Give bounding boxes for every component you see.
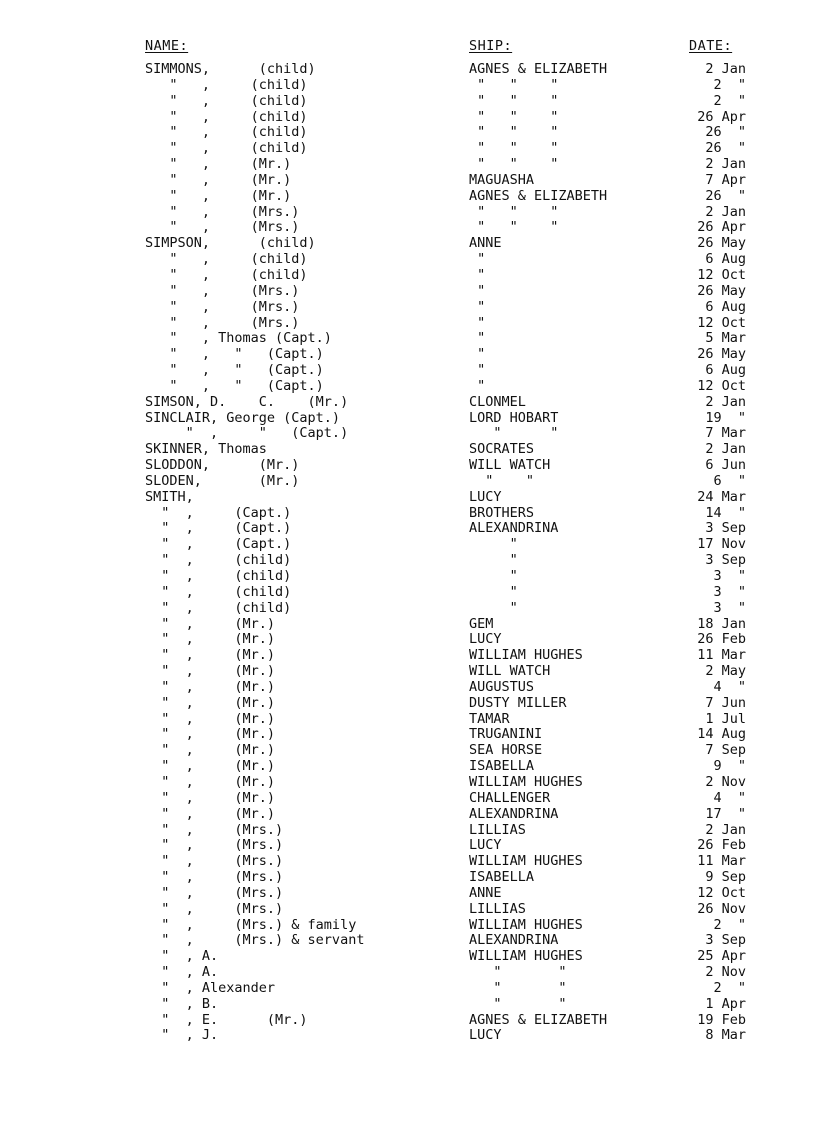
list-item xyxy=(0,125,816,141)
passenger-name: SIMPSON, (child) xyxy=(145,235,316,252)
list-item xyxy=(0,426,816,442)
ship-name: " " " xyxy=(469,203,559,220)
ship-name: " xyxy=(469,266,486,283)
passenger-name: SMITH, xyxy=(145,488,194,505)
ship-name: " xyxy=(469,298,486,315)
arrival-date: 2 Jan xyxy=(705,821,746,838)
passenger-name: " , (Mrs.) xyxy=(145,900,284,917)
list-item xyxy=(0,490,816,506)
ship-name: " xyxy=(469,599,518,616)
ship-name: WILL WATCH xyxy=(469,663,551,680)
passenger-name: " , (Mr.) xyxy=(145,663,276,680)
passenger-name: " , Thomas (Capt.) xyxy=(145,330,332,347)
arrival-date: 6 " xyxy=(713,472,746,489)
passenger-name: " , " (Capt.) xyxy=(145,425,349,442)
passenger-name: " , (Mrs.) xyxy=(145,314,300,331)
list-item xyxy=(0,997,816,1013)
passenger-name: " , (Mr.) xyxy=(145,805,276,822)
passenger-name: " , Alexander xyxy=(145,979,276,996)
passenger-name: SLODDON, (Mr.) xyxy=(145,457,300,474)
arrival-date: 26 May xyxy=(697,282,746,299)
ship-name: AUGUSTUS xyxy=(469,678,535,695)
ship-name: " " xyxy=(469,964,567,981)
arrival-date: 9 Sep xyxy=(705,869,746,886)
list-item xyxy=(0,110,816,126)
arrival-date: 2 Jan xyxy=(705,61,746,77)
ship-name: " " " xyxy=(469,124,559,141)
passenger-name: " , (Mr.) xyxy=(145,710,276,727)
arrival-date: 5 Mar xyxy=(705,330,746,347)
passenger-name: " , (Mr.) xyxy=(145,156,292,173)
ship-name: ALEXANDRINA xyxy=(469,805,559,822)
list-item xyxy=(0,506,816,522)
arrival-date: 19 Feb xyxy=(697,1011,746,1028)
ship-name: ANNE xyxy=(469,884,502,901)
passenger-list xyxy=(0,62,816,1044)
passenger-name: " , (child) xyxy=(145,92,308,109)
ship-name: " xyxy=(469,330,486,347)
list-item xyxy=(0,949,816,965)
ship-name: " xyxy=(469,251,486,268)
ship-name: AGNES & ELIZABETH xyxy=(469,1011,608,1028)
arrival-date: 12 Oct xyxy=(697,377,746,394)
list-item xyxy=(0,838,816,854)
arrival-date: 12 Oct xyxy=(697,266,746,283)
arrival-date: 2 Jan xyxy=(705,393,746,410)
ship-name: ALEXANDRINA xyxy=(469,520,559,537)
list-item xyxy=(0,759,816,775)
arrival-date: 24 Mar xyxy=(697,488,746,505)
list-item xyxy=(0,458,816,474)
list-item xyxy=(0,823,816,839)
arrival-date: 14 " xyxy=(705,504,746,521)
list-item xyxy=(0,379,816,395)
arrival-date: 6 Aug xyxy=(705,298,746,315)
ship-name: " " " xyxy=(469,156,559,173)
list-item xyxy=(0,569,816,585)
passenger-name: " , (Mr.) xyxy=(145,647,276,664)
list-item xyxy=(0,743,816,759)
arrival-date: 26 May xyxy=(697,235,746,252)
list-item xyxy=(0,141,816,157)
passenger-name: " , (Mrs.) xyxy=(145,869,284,886)
arrival-date: 18 Jan xyxy=(697,615,746,632)
ship-name: WILLIAM HUGHES xyxy=(469,948,583,965)
arrival-date: 26 Apr xyxy=(697,108,746,125)
arrival-date: 2 Jan xyxy=(705,203,746,220)
list-item xyxy=(0,664,816,680)
passenger-name: " , (Mrs.) & servant xyxy=(145,932,365,949)
ship-name: " " " xyxy=(469,140,559,157)
ship-name: LUCY xyxy=(469,488,502,505)
arrival-date: 7 Mar xyxy=(705,425,746,442)
list-item xyxy=(0,696,816,712)
passenger-name: " , (Mrs.) xyxy=(145,853,284,870)
date-column-header: DATE: xyxy=(689,38,733,54)
arrival-date: 11 Mar xyxy=(697,853,746,870)
passenger-name: " , (child) xyxy=(145,599,292,616)
arrival-date: 3 Sep xyxy=(705,552,746,569)
ship-name: " " " xyxy=(469,108,559,125)
list-item xyxy=(0,363,816,379)
list-item xyxy=(0,870,816,886)
passenger-name: " , (Mrs.) xyxy=(145,203,300,220)
ship-name: " " xyxy=(469,979,567,996)
list-item xyxy=(0,220,816,236)
list-item xyxy=(0,78,816,94)
passenger-name: " , (child) xyxy=(145,76,308,93)
ship-name: " xyxy=(469,282,486,299)
arrival-date: 19 " xyxy=(705,409,746,426)
name-column-header: NAME: xyxy=(145,38,189,54)
list-item xyxy=(0,965,816,981)
ship-name: ANNE xyxy=(469,235,502,252)
list-item xyxy=(0,918,816,934)
list-item xyxy=(0,632,816,648)
ship-name: ISABELLA xyxy=(469,869,535,886)
list-item xyxy=(0,807,816,823)
passenger-name: SKINNER, Thomas xyxy=(145,441,267,458)
passenger-name: " , (Mrs.) & family xyxy=(145,916,357,933)
arrival-date: 7 Apr xyxy=(705,171,746,188)
passenger-name: " , (Mrs.) xyxy=(145,837,284,854)
passenger-name: " , B. xyxy=(145,995,219,1012)
ship-name: LILLIAS xyxy=(469,821,526,838)
list-item xyxy=(0,316,816,332)
ship-name: " " xyxy=(469,995,567,1012)
passenger-name: " , (child) xyxy=(145,124,308,141)
list-item xyxy=(0,205,816,221)
ship-name: ISABELLA xyxy=(469,758,535,775)
passenger-name: " , A. xyxy=(145,964,219,981)
arrival-date: 26 " xyxy=(705,187,746,204)
arrival-date: 8 Mar xyxy=(705,1027,746,1044)
arrival-date: 2 Nov xyxy=(705,773,746,790)
ship-name: " " " xyxy=(469,92,559,109)
ship-name: TRUGANINI xyxy=(469,726,543,743)
arrival-date: 26 Apr xyxy=(697,219,746,236)
arrival-date: 17 " xyxy=(705,805,746,822)
ship-name: LILLIAS xyxy=(469,900,526,917)
ship-name: WILL WATCH xyxy=(469,457,551,474)
list-item xyxy=(0,331,816,347)
ship-name: SEA HORSE xyxy=(469,742,543,759)
list-item xyxy=(0,442,816,458)
list-item xyxy=(0,648,816,664)
passenger-name: " , (Mr.) xyxy=(145,678,276,695)
list-item xyxy=(0,553,816,569)
ship-name: " xyxy=(469,568,518,584)
passenger-name: " , (Mr.) xyxy=(145,773,276,790)
ship-name: LUCY xyxy=(469,1027,502,1044)
arrival-date: 26 " xyxy=(705,140,746,157)
list-item xyxy=(0,902,816,918)
list-item xyxy=(0,617,816,633)
passenger-name: " , (child) xyxy=(145,266,308,283)
list-item xyxy=(0,395,816,411)
ship-name: DUSTY MILLER xyxy=(469,694,567,711)
ship-name: " xyxy=(469,377,486,394)
arrival-date: 25 Apr xyxy=(697,948,746,965)
arrival-date: 26 Feb xyxy=(697,837,746,854)
arrival-date: 1 Apr xyxy=(705,995,746,1012)
list-item xyxy=(0,854,816,870)
passenger-name: " , (Mr.) xyxy=(145,726,276,743)
list-item xyxy=(0,1028,816,1044)
passenger-name: " , E. (Mr.) xyxy=(145,1011,308,1028)
ship-name: WILLIAM HUGHES xyxy=(469,853,583,870)
passenger-name: " , (child) xyxy=(145,251,308,268)
list-item xyxy=(0,236,816,252)
passenger-name: SIMSON, D. C. (Mr.) xyxy=(145,393,349,410)
list-item xyxy=(0,775,816,791)
ship-name: " " xyxy=(469,472,535,489)
list-item xyxy=(0,189,816,205)
arrival-date: 3 Sep xyxy=(705,932,746,949)
arrival-date: 6 Jun xyxy=(705,457,746,474)
passenger-name: " , J. xyxy=(145,1027,219,1044)
ship-name: " " xyxy=(469,425,559,442)
arrival-date: 3 " xyxy=(713,599,746,616)
passenger-name: " , (Mrs.) xyxy=(145,821,284,838)
arrival-date: 9 " xyxy=(713,758,746,775)
ship-name: AGNES & ELIZABETH xyxy=(469,187,608,204)
arrival-date: 6 Aug xyxy=(705,251,746,268)
list-item xyxy=(0,300,816,316)
arrival-date: 7 Sep xyxy=(705,742,746,759)
ship-name: LUCY xyxy=(469,631,502,648)
passenger-name: SIMMONS, (child) xyxy=(145,61,316,77)
arrival-date: 12 Oct xyxy=(697,314,746,331)
arrival-date: 14 Aug xyxy=(697,726,746,743)
arrival-date: 26 May xyxy=(697,346,746,363)
passenger-name: " , (Mr.) xyxy=(145,631,276,648)
passenger-name: " , " (Capt.) xyxy=(145,377,324,394)
ship-name: TAMAR xyxy=(469,710,510,727)
arrival-date: 7 Jun xyxy=(705,694,746,711)
ship-name: BROTHERS xyxy=(469,504,535,521)
arrival-date: 11 Mar xyxy=(697,647,746,664)
passenger-name: " , (Mr.) xyxy=(145,615,276,632)
passenger-name: " , (Capt.) xyxy=(145,520,292,537)
arrival-date: 3 " xyxy=(713,583,746,600)
ship-name: " xyxy=(469,346,486,363)
ship-name: CLONMEL xyxy=(469,393,526,410)
ship-name: CHALLENGER xyxy=(469,789,551,806)
passenger-name: " , (Capt.) xyxy=(145,504,292,521)
arrival-date: 4 " xyxy=(713,678,746,695)
arrival-date: 6 Aug xyxy=(705,362,746,379)
ship-column-header: SHIP: xyxy=(469,38,513,54)
arrival-date: 17 Nov xyxy=(697,536,746,553)
ship-name: SOCRATES xyxy=(469,441,535,458)
ship-name: " " " xyxy=(469,76,559,93)
list-item xyxy=(0,268,816,284)
ship-name: " " " xyxy=(469,219,559,236)
arrival-date: 26 Nov xyxy=(697,900,746,917)
passenger-name: " , (child) xyxy=(145,552,292,569)
list-item xyxy=(0,62,816,78)
ship-name: WILLIAM HUGHES xyxy=(469,647,583,664)
ship-name: LORD HOBART xyxy=(469,409,559,426)
passenger-name: SLODEN, (Mr.) xyxy=(145,472,300,489)
list-item xyxy=(0,157,816,173)
ship-name: ALEXANDRINA xyxy=(469,932,559,949)
passenger-name: " , (child) xyxy=(145,140,308,157)
passenger-name: " , (Mrs.) xyxy=(145,298,300,315)
arrival-date: 3 Sep xyxy=(705,520,746,537)
passenger-name: SINCLAIR, George (Capt.) xyxy=(145,409,341,426)
ship-name: " xyxy=(469,362,486,379)
passenger-name: " , (Mr.) xyxy=(145,789,276,806)
ship-name: LUCY xyxy=(469,837,502,854)
passenger-name: " , (Mr.) xyxy=(145,742,276,759)
passenger-name: " , (Mrs.) xyxy=(145,219,300,236)
ship-name: AGNES & ELIZABETH xyxy=(469,61,608,77)
arrival-date: 2 " xyxy=(713,979,746,996)
ship-name: GEM xyxy=(469,615,494,632)
arrival-date: 2 May xyxy=(705,663,746,680)
list-item xyxy=(0,1013,816,1029)
arrival-date: 2 " xyxy=(713,916,746,933)
list-item xyxy=(0,585,816,601)
arrival-date: 26 Feb xyxy=(697,631,746,648)
arrival-date: 2 Jan xyxy=(705,441,746,458)
list-item xyxy=(0,94,816,110)
passenger-name: " , " (Capt.) xyxy=(145,362,324,379)
arrival-date: 2 " xyxy=(713,76,746,93)
ship-name: MAGUASHA xyxy=(469,171,535,188)
arrival-date: 4 " xyxy=(713,789,746,806)
passenger-name: " , (Mr.) xyxy=(145,694,276,711)
passenger-name: " , (child) xyxy=(145,568,292,584)
passenger-name: " , (Mrs.) xyxy=(145,884,284,901)
list-item xyxy=(0,933,816,949)
list-item xyxy=(0,284,816,300)
list-item xyxy=(0,252,816,268)
passenger-name: " , A. xyxy=(145,948,219,965)
arrival-date: 3 " xyxy=(713,568,746,584)
passenger-name: " , (Mr.) xyxy=(145,758,276,775)
arrival-date: 2 " xyxy=(713,92,746,109)
arrival-date: 26 " xyxy=(705,124,746,141)
ship-name: " xyxy=(469,583,518,600)
passenger-name: " , (Mr.) xyxy=(145,187,292,204)
list-item xyxy=(0,474,816,490)
passenger-name: " , (child) xyxy=(145,583,292,600)
arrival-date: 12 Oct xyxy=(697,884,746,901)
list-item xyxy=(0,411,816,427)
list-item xyxy=(0,886,816,902)
list-item xyxy=(0,680,816,696)
ship-name: WILLIAM HUGHES xyxy=(469,773,583,790)
list-item xyxy=(0,173,816,189)
list-item xyxy=(0,791,816,807)
arrival-date: 1 Jul xyxy=(705,710,746,727)
passenger-name: " , (Mr.) xyxy=(145,171,292,188)
passenger-name: " , (Capt.) xyxy=(145,536,292,553)
ship-name: WILLIAM HUGHES xyxy=(469,916,583,933)
passenger-name: " , (child) xyxy=(145,108,308,125)
list-item xyxy=(0,521,816,537)
ship-name: " xyxy=(469,314,486,331)
list-item xyxy=(0,727,816,743)
list-item xyxy=(0,601,816,617)
ship-name: " xyxy=(469,552,518,569)
ship-name: " xyxy=(469,536,518,553)
passenger-name: " , (Mrs.) xyxy=(145,282,300,299)
arrival-date: 2 Nov xyxy=(705,964,746,981)
list-item xyxy=(0,537,816,553)
list-item xyxy=(0,347,816,363)
list-item xyxy=(0,712,816,728)
list-item xyxy=(0,981,816,997)
passenger-name: " , " (Capt.) xyxy=(145,346,324,363)
arrival-date: 2 Jan xyxy=(705,156,746,173)
